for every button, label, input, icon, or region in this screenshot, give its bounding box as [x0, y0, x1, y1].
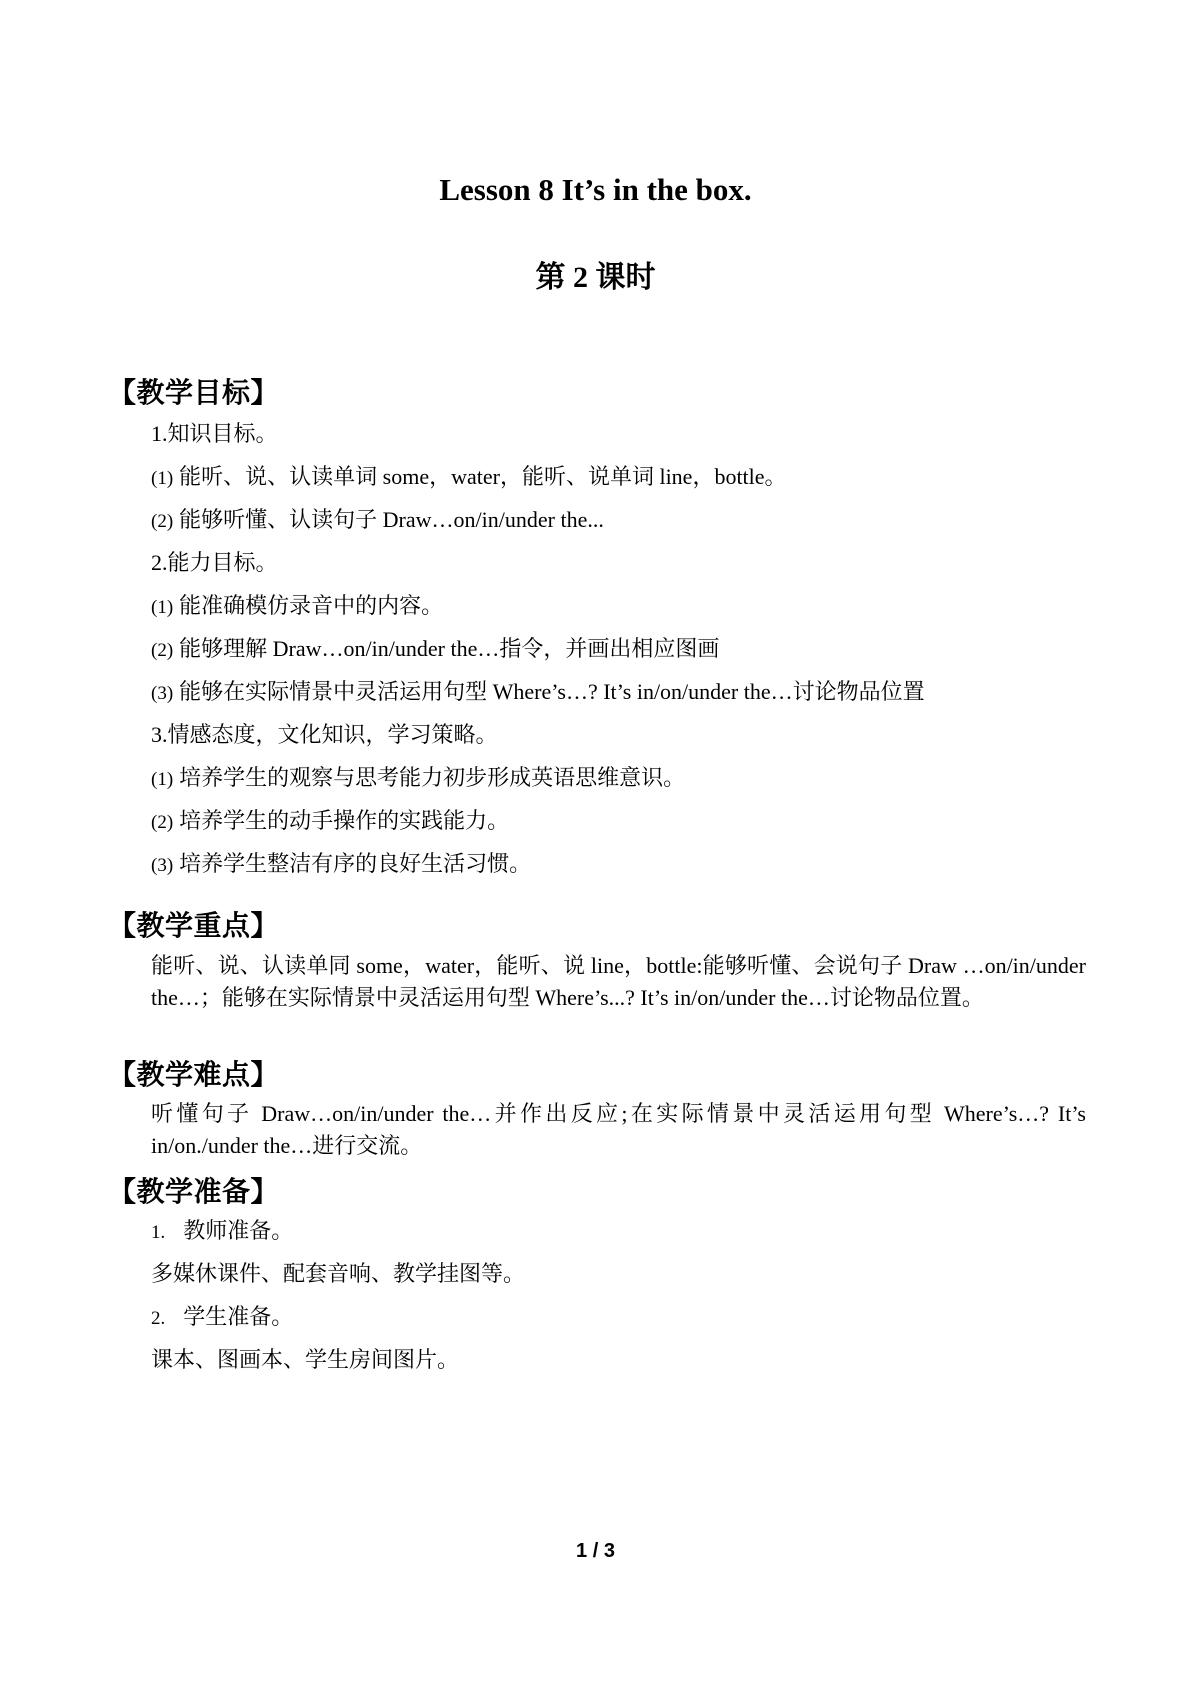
- item-text: 培养学生整洁有序的良好生活习惯。: [179, 851, 532, 876]
- knowledge-objective-title: 1.知识目标。: [151, 421, 278, 446]
- emotion-objective-1: [151, 763, 685, 795]
- item-number: (1): [151, 597, 174, 618]
- key-points-text: 能听、说、认读单同 some，water，能听、说 line，bottle:能够听懂、会说句子 Draw …on/in/under the…；能够在实际情景中灵活运用句型 Where’s...? It’s in/on/under the…讨论物品位置。: [151, 953, 1086, 1010]
- student-preparation-title: [151, 1302, 293, 1334]
- item-number: (3): [151, 855, 174, 876]
- emotion-objective-title: 3.情感态度，文化知识，学习策略。: [151, 722, 498, 747]
- item-text: 教师准备。: [183, 1218, 294, 1243]
- item-text: 能准确模仿录音中的内容。: [179, 593, 444, 618]
- section-heading-key-points: 【教学重点】: [108, 909, 280, 942]
- difficulties-text: 听懂句子 Draw…on/in/under the…并作出反应;在实际情景中灵活运用句型 Where’s…? It’s in/on./under the…进行交流。: [151, 1101, 1086, 1158]
- section-heading-difficulties: 【教学难点】: [108, 1058, 280, 1091]
- item-number: (2): [151, 812, 174, 833]
- ability-objective-2: [151, 634, 719, 666]
- item-number: 1.: [151, 1222, 166, 1243]
- ability-objective-1: [151, 591, 443, 623]
- teacher-preparation-text: 多媒休课件、配套音响、教学挂图等。: [151, 1261, 526, 1286]
- ability-objective-3: [151, 677, 925, 709]
- section-heading-preparation: 【教学准备】: [108, 1175, 280, 1208]
- page-number: 1 / 3: [576, 1540, 615, 1562]
- lesson-subtitle: 第 2 课时: [535, 261, 656, 294]
- item-text: 能听、说、认读单词 some，water，能听、说单词 line，bottle。: [179, 464, 787, 489]
- item-number: (2): [151, 511, 174, 532]
- item-text: 学生准备。: [183, 1304, 294, 1329]
- item-text: 能够在实际情景中灵活运用句型 Where’s…? It’s in/on/under the…讨论物品位置: [179, 679, 925, 704]
- emotion-objective-2: [151, 806, 509, 838]
- lesson-title: Lesson 8 It’s in the box.: [439, 172, 752, 207]
- item-number: (2): [151, 640, 174, 661]
- item-number: 2.: [151, 1308, 166, 1329]
- item-text: 能够听懂、认读句子 Draw…on/in/under the...: [179, 507, 604, 532]
- ability-objective-title: 2.能力目标。: [151, 550, 278, 575]
- item-number: (3): [151, 683, 174, 704]
- emotion-objective-3: [151, 849, 531, 881]
- student-preparation-text: 课本、图画本、学生房间图片。: [151, 1347, 460, 1372]
- knowledge-objective-1: [151, 462, 787, 494]
- teacher-preparation-title: [151, 1216, 293, 1248]
- item-number: (1): [151, 769, 174, 790]
- item-text: 能够理解 Draw…on/in/under the…指令，并画出相应图画: [179, 636, 720, 661]
- item-number: (1): [151, 468, 174, 489]
- item-text: 培养学生的动手操作的实践能力。: [179, 808, 510, 833]
- section-heading-objectives: 【教学目标】: [108, 376, 280, 409]
- item-text: 培养学生的观察与思考能力初步形成英语思维意识。: [179, 765, 686, 790]
- knowledge-objective-2: [151, 505, 604, 537]
